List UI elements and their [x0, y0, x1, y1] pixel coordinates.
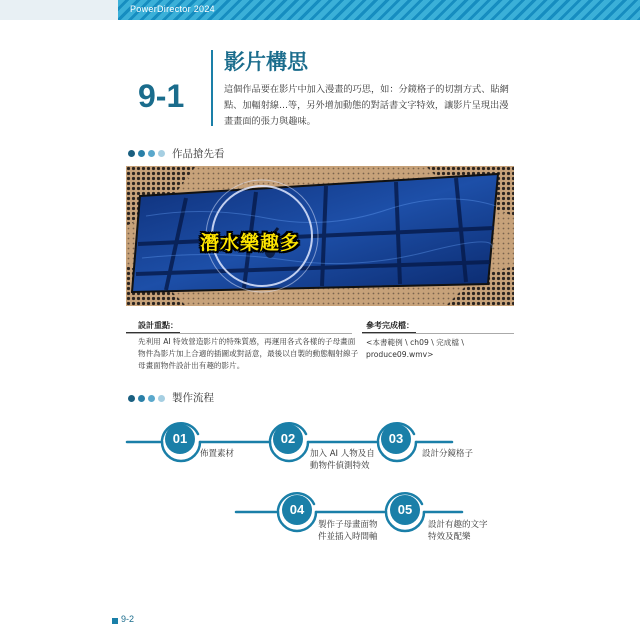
- page-number: 9-2: [121, 614, 135, 624]
- page-marker: [112, 618, 118, 624]
- step-label-3: 設計分鏡格子: [422, 449, 474, 459]
- step-number-3: 03: [388, 431, 404, 446]
- step-number-5: 05: [397, 502, 413, 517]
- design-points-text: 先利用 AI 特效營造影片的特殊質感，再運用各式各樣的子母畫面物件為影片加上合適的插圖或對話意，最後以自製的動態輻射線子母畫面物件設計出有趣的影片。: [138, 337, 359, 370]
- preview-heading: 作品搶先看: [172, 148, 225, 160]
- section-description: 這個作品要在影片中加入漫畫的巧思，如：分鏡格子的切割方式、貼網點、加輻射線...等，另外增加動態的對話書文字特效，讓影片呈現出漫畫畫面的張力與趣味。: [224, 84, 509, 127]
- reference-path: <本書範例 \ ch09 \ 完成檔 \ produce09.wmv>: [366, 338, 464, 359]
- design-points-label: 設計重點：: [138, 321, 178, 330]
- section-title: 影片構思: [224, 50, 308, 74]
- header-title: PowerDirector 2024: [130, 4, 215, 14]
- step-number-2: 02: [280, 431, 296, 446]
- reference-label: 參考完成檔：: [366, 321, 414, 330]
- step-number-1: 01: [172, 431, 188, 446]
- step-label-4: 製作子母畫面物件並插入時間軸: [318, 520, 378, 542]
- step-label-2: 加入 AI 人物及自動物件偵測特效: [310, 449, 375, 471]
- preview-title-text: 潛水樂趣多: [200, 232, 301, 254]
- step-label-5: 設計有趣的文字特效及配樂: [428, 520, 488, 542]
- step-number-4: 04: [289, 502, 305, 517]
- workflow-heading: 製作流程: [172, 392, 214, 404]
- section-number: 9-1: [138, 78, 185, 114]
- step-label-1: 佈置素材: [200, 449, 235, 459]
